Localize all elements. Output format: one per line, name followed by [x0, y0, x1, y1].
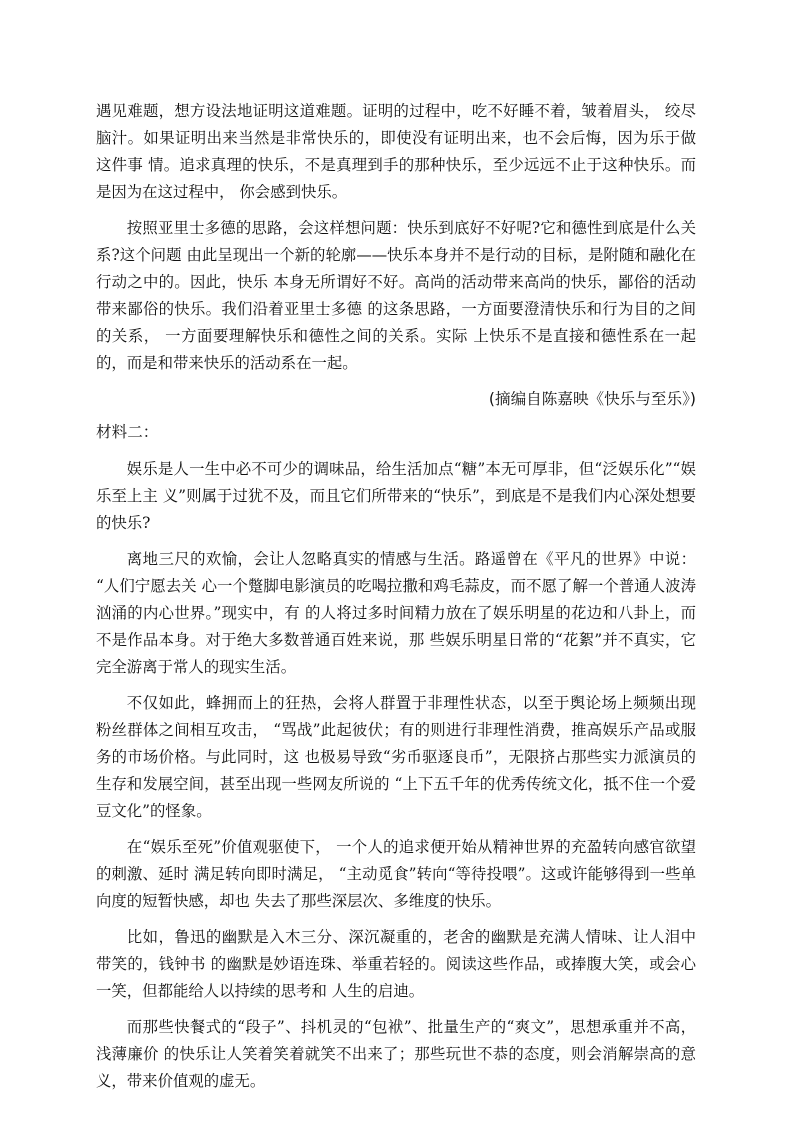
- paragraph: 而那些快餐式的“段子”、抖机灵的“包袱”、批量生产的“爽文”，思想承重并不高，浅薄廉价 的快乐让人笑着笑着就笑不出来了；那些玩世不恭的态度，则会消解崇高的意义，带来价值观的虚无。: [96, 1018, 696, 1090]
- paragraph: 比如，鲁迅的幽默是入木三分、深沉凝重的，老舍的幽默是充满人情味、让人泪中带笑的，钱钟书 的幽默是妙语连珠、举重若轻的。阅读这些作品，或捧腹大笑，或会心一笑，但都能给人以持续的思考和 人生的启迪。: [96, 928, 696, 1000]
- section-heading-material-2: 材料二：: [96, 423, 159, 441]
- paragraph-aristotle: 按照亚里士多德的思路，会这样想问题：快乐到底好不好呢?它和德性到底是什么关系?这个问题 由此呈现出一个新的轮廓——快乐本身并不是行动的目标，是附随和融化在行动之中的。因此，快乐 本身无所谓好不好。高尚的活动带来高尚的快乐，鄙俗的活动带来鄙俗的快乐。我们沿着亚里士多德 的这条思路，一方面要澄清快乐和行为目的之间的关系， 一方面要理解快乐和德性之间的关系。实际 上快乐不是直接和德性系在一起的，而是和带来快乐的活动系在一起。: [96, 219, 696, 372]
- paragraph: 在“娱乐至死”价值观驱使下， 一个人的追求便开始从精神世界的充盈转向感官欲望的刺激、延时 满足转向即时满足， “主动觅食”转向“等待投喂”。这或许能够得到一些单向度的短暂快感，却也 失去了那些深层次、多维度的快乐。: [96, 838, 696, 910]
- citation-source: (摘编自陈嘉映《快乐与至乐》): [488, 390, 696, 408]
- document-page: [96, 98, 696, 1104]
- paragraph: 不仅如此，蜂拥而上的狂热，会将人群置于非理性状态，以至于舆论场上频频出现粉丝群体之间相互攻击， “骂战”此起彼伏；有的则进行非理性消费，推高娱乐产品或服务的市场价格。与此同时，这 也极易导致“劣币驱逐良币”，无限挤占那些实力派演员的生存和发展空间，甚至出现一些网友所说的 “上下五千年的优秀传统文化，抵不住一个爱豆文化”的怪象。: [96, 694, 696, 820]
- paragraph-continued: 遇见难题，想方设法地证明这道难题。证明的过程中，吃不好睡不着，皱着眉头， 绞尽脑汁。如果证明出来当然是非常快乐的，即使没有证明出来，也不会后悔，因为乐于做这件事 情。追求真理的快乐，不是真理到手的那种快乐，至少远远不止于这种快乐。而是因为在这过程中， 你会感到快乐。: [96, 102, 696, 201]
- paragraph: 娱乐是人一生中必不可少的调味品，给生活加点“糖”本无可厚非，但“泛娱乐化”“娱乐至上主 义”则属于过犹不及，而且它们所带来的“快乐”，到底是不是我们内心深处想要的快乐?: [96, 460, 696, 532]
- paragraph: 离地三尺的欢愉，会让人忽略真实的情感与生活。路遥曾在《平凡的世界》中说： “人们宁愿去关 心一个蹩脚电影演员的吃喝拉撒和鸡毛蒜皮，而不愿了解一个普通人波涛汹涌的内心世界。”现实中，有 的人将过多时间精力放在了娱乐明星的花边和八卦上，而不是作品本身。对于绝大多数普通百姓来说，那 些娱乐明星日常的“花絮”并不真实，它完全游离于常人的现实生活。: [96, 550, 696, 676]
